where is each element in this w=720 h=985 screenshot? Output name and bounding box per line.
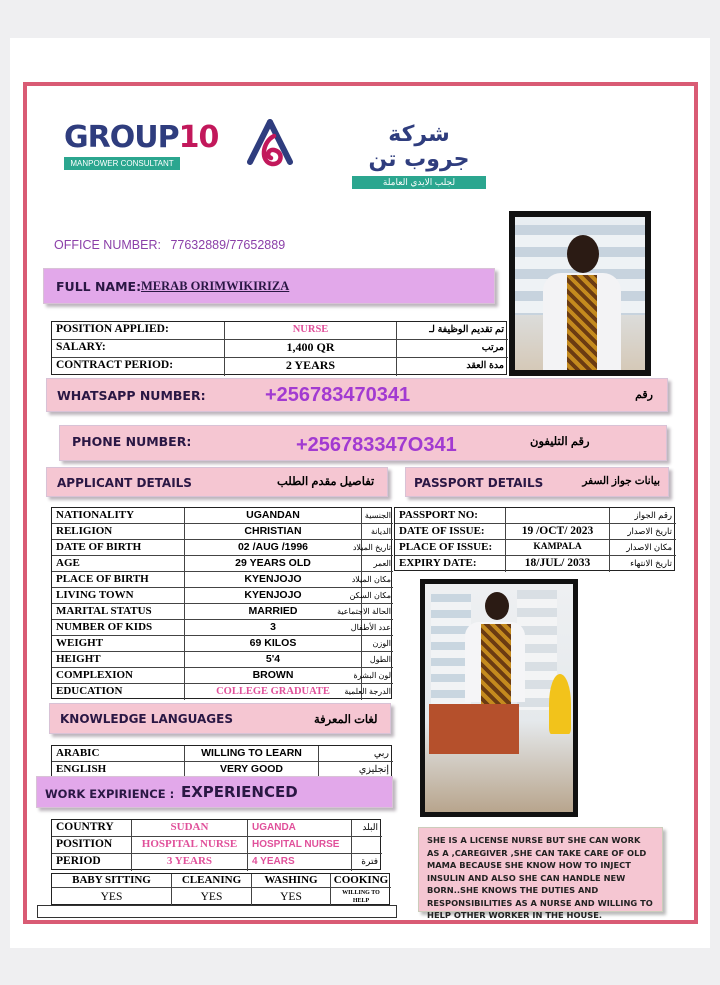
- experience-table: [51, 819, 381, 870]
- position-applied-label: POSITION APPLIED:: [52, 322, 225, 340]
- passport-details-banner: [405, 467, 669, 497]
- contract-period-value: 2 YEARS: [225, 358, 397, 376]
- passport-value: KAMPALA: [506, 540, 610, 556]
- applicant-label: LIVING TOWN: [52, 588, 185, 604]
- passport-details-arabic: بيانات جواز السفر: [582, 475, 660, 487]
- salary-value: 1,400 QR: [225, 340, 397, 358]
- applicant-details-title: APPLICANT DETAILS: [57, 476, 192, 490]
- position-applied-value: NURSE: [225, 322, 397, 340]
- applicant-label: PLACE OF BIRTH: [52, 572, 185, 588]
- passport-label: PASSPORT NO:: [395, 508, 506, 524]
- passport-arabic: رقم الجواز: [610, 508, 676, 524]
- arabic-logo-name: شركة جروب تن: [368, 122, 470, 172]
- skill-value: YES: [252, 888, 331, 906]
- languages-title: KNOWLEDGE LANGUAGES: [60, 712, 233, 726]
- experience-arabic: البلد: [352, 820, 382, 837]
- phone-label: PHONE NUMBER:: [72, 434, 192, 449]
- language-arabic-value: WILLING TO LEARN: [185, 746, 319, 762]
- experience-value-2: UGANDA: [248, 820, 352, 837]
- full-name-banner: [43, 268, 495, 304]
- position-applied-arabic: تم تقديم الوظيفة لـ: [397, 322, 508, 340]
- applicant-arabic: الطول: [362, 652, 393, 668]
- applicant-arabic: لون البشرة: [362, 668, 393, 684]
- applicant-label: AGE: [52, 556, 185, 572]
- applicant-label: NATIONALITY: [52, 508, 185, 524]
- applicant-details-banner: [46, 467, 388, 497]
- full-name-label: FULL NAME:: [56, 279, 142, 294]
- passport-value: 18/JUL/ 2033: [506, 556, 610, 572]
- whatsapp-label: WHATSAPP NUMBER:: [57, 388, 206, 403]
- experience-arabic: فترة: [361, 856, 378, 866]
- phone-arabic: رقم التليفون: [530, 436, 590, 448]
- experience-value-1: SUDAN: [132, 820, 248, 837]
- experience-label: COUNTRY: [52, 820, 132, 837]
- applicant-arabic: عدد الأطفال: [362, 620, 393, 636]
- applicant-value: BROWN: [185, 668, 362, 684]
- applicant-value: 3: [185, 620, 362, 636]
- full-name-value: MERAB ORIMWIKIRIZA: [141, 279, 290, 293]
- language-arabic-arabic: ربي: [319, 746, 393, 762]
- applicant-arabic: الدرجة العلمية: [344, 687, 391, 696]
- work-experience-banner: [36, 776, 393, 808]
- applicant-arabic: مكان السكن: [362, 588, 393, 604]
- applicant-label: WEIGHT: [52, 636, 185, 652]
- applicant-label: RELIGION: [52, 524, 185, 540]
- whatsapp-banner: [46, 378, 668, 412]
- passport-arabic: تاريخ الانتهاء: [630, 558, 672, 568]
- applicant-label: EDUCATION: [52, 684, 185, 700]
- experience-value-2: HOSPITAL NURSE: [248, 837, 352, 854]
- passport-arabic: تاريخ الاصدار: [610, 524, 676, 540]
- whatsapp-arabic: رقم: [635, 389, 653, 401]
- office-label: OFFICE NUMBER:: [54, 238, 161, 252]
- passport-arabic: مكان الاصدار: [610, 540, 676, 556]
- applicant-value: 5'4: [185, 652, 362, 668]
- applicant-value: 69 KILOS: [185, 636, 362, 652]
- passport-label: EXPIRY DATE:: [395, 556, 506, 572]
- skill-value: YES: [52, 888, 172, 906]
- salary-label: SALARY:: [52, 340, 225, 358]
- skill-header: WASHING: [252, 874, 331, 888]
- full-body-photo: [420, 579, 578, 817]
- skill-value: WILLING TO HELP: [342, 890, 380, 904]
- contract-period-label: CONTRACT PERIOD:: [52, 358, 225, 376]
- applicant-note: SHE IS A LICENSE NURSE BUT SHE CAN WORK AS A ,CAREGIVER ,SHE CAN TAKE CARE OF OLD MAMA BECAUSE SHE KNOW HOW TO INJECT INSULIN AND ALSO SHE CAN HANDLE NEW BORN..SHE KNOWS THE DUTIES AND RESPONSIBILITIES AS A NURSE AND WILLING TO HELP OTHER WORKER IN THE HOUSE.: [418, 827, 663, 912]
- skills-table: [51, 873, 390, 905]
- languages-arabic: لغات المعرفة: [314, 714, 378, 726]
- skill-header: COOKING: [331, 874, 391, 888]
- office-number: [54, 238, 285, 252]
- blank-row: [37, 905, 397, 918]
- work-experience-value: EXPERIENCED: [181, 783, 298, 801]
- applicant-value: MARRIED: [185, 604, 362, 620]
- language-english-arabic: إنجليزي: [358, 764, 389, 775]
- arabic-logo: [352, 122, 486, 189]
- skill-value: YES: [172, 888, 252, 906]
- phone-value: +256783347O341: [296, 434, 457, 456]
- language-english-value: VERY GOOD: [185, 762, 319, 778]
- experience-label: POSITION: [52, 837, 132, 854]
- applicant-label: NUMBER OF KIDS: [52, 620, 185, 636]
- applicant-arabic: مكان الميلاد: [362, 572, 393, 588]
- applicant-label: COMPLEXION: [52, 668, 185, 684]
- experience-arabic: [352, 837, 382, 854]
- logo-group-text: GROUP: [64, 120, 179, 155]
- applicant-value: CHRISTIAN: [185, 524, 362, 540]
- passport-details-title: PASSPORT DETAILS: [414, 476, 544, 490]
- whatsapp-value: +256783470341: [265, 384, 411, 406]
- contract-period-arabic: مدة العقد: [466, 360, 504, 371]
- applicant-details-arabic: تفاصيل مقدم الطلب: [277, 476, 375, 488]
- logo-subtitle: MANPOWER CONSULTANT: [64, 157, 180, 170]
- passport-label: DATE OF ISSUE:: [395, 524, 506, 540]
- applicant-value: COLLEGE GRADUATE: [185, 684, 362, 700]
- passport-value: 19 /OCT/ 2023: [506, 524, 610, 540]
- language-arabic-label: ARABIC: [52, 746, 185, 762]
- passport-label: PLACE OF ISSUE:: [395, 540, 506, 556]
- salary-arabic: مرتب: [397, 340, 508, 358]
- languages-banner: [49, 703, 391, 734]
- applicant-label: HEIGHT: [52, 652, 185, 668]
- applicant-table: [51, 507, 392, 699]
- applicant-arabic: العمر: [362, 556, 393, 572]
- skill-header: BABY SITTING: [52, 874, 172, 888]
- applicant-value: KYENJOJO: [185, 572, 362, 588]
- applicant-arabic: الحالة الاجتماعية: [362, 604, 393, 620]
- applicant-arabic: الوزن: [362, 636, 393, 652]
- experience-value-1: 3 YEARS: [132, 854, 248, 871]
- arabic-logo-subtitle: لجلب الايدي العاملة: [352, 176, 486, 189]
- applicant-arabic: الديانة: [362, 524, 393, 540]
- phone-banner: [59, 425, 667, 461]
- applicant-arabic: الجنسية: [362, 508, 393, 524]
- experience-value-1: HOSPITAL NURSE: [132, 837, 248, 854]
- applicant-arabic: تاريخ الميلاد: [362, 540, 393, 556]
- applicant-value: 02 /AUG /1996: [185, 540, 362, 556]
- experience-label: PERIOD: [52, 854, 132, 871]
- languages-table: [51, 745, 392, 777]
- office-value: 77632889/77652889: [170, 238, 286, 252]
- work-experience-label: WORK EXPIRIENCE :: [45, 787, 175, 801]
- applicant-value: KYENJOJO: [185, 588, 362, 604]
- applicant-value: 29 YEARS OLD: [185, 556, 362, 572]
- experience-value-2: 4 YEARS: [248, 854, 352, 871]
- language-english-label: ENGLISH: [52, 762, 185, 778]
- logo-number-text: 10: [178, 120, 219, 155]
- emblem-logo-icon: [244, 118, 296, 179]
- passport-table: [394, 507, 675, 571]
- position-table: [51, 321, 507, 375]
- group10-logo: [64, 120, 218, 170]
- applicant-value: UGANDAN: [185, 508, 362, 524]
- passport-value: [506, 508, 610, 524]
- applicant-label: DATE OF BIRTH: [52, 540, 185, 556]
- applicant-label: MARITAL STATUS: [52, 604, 185, 620]
- skill-header: CLEANING: [172, 874, 252, 888]
- portrait-photo: [509, 211, 651, 376]
